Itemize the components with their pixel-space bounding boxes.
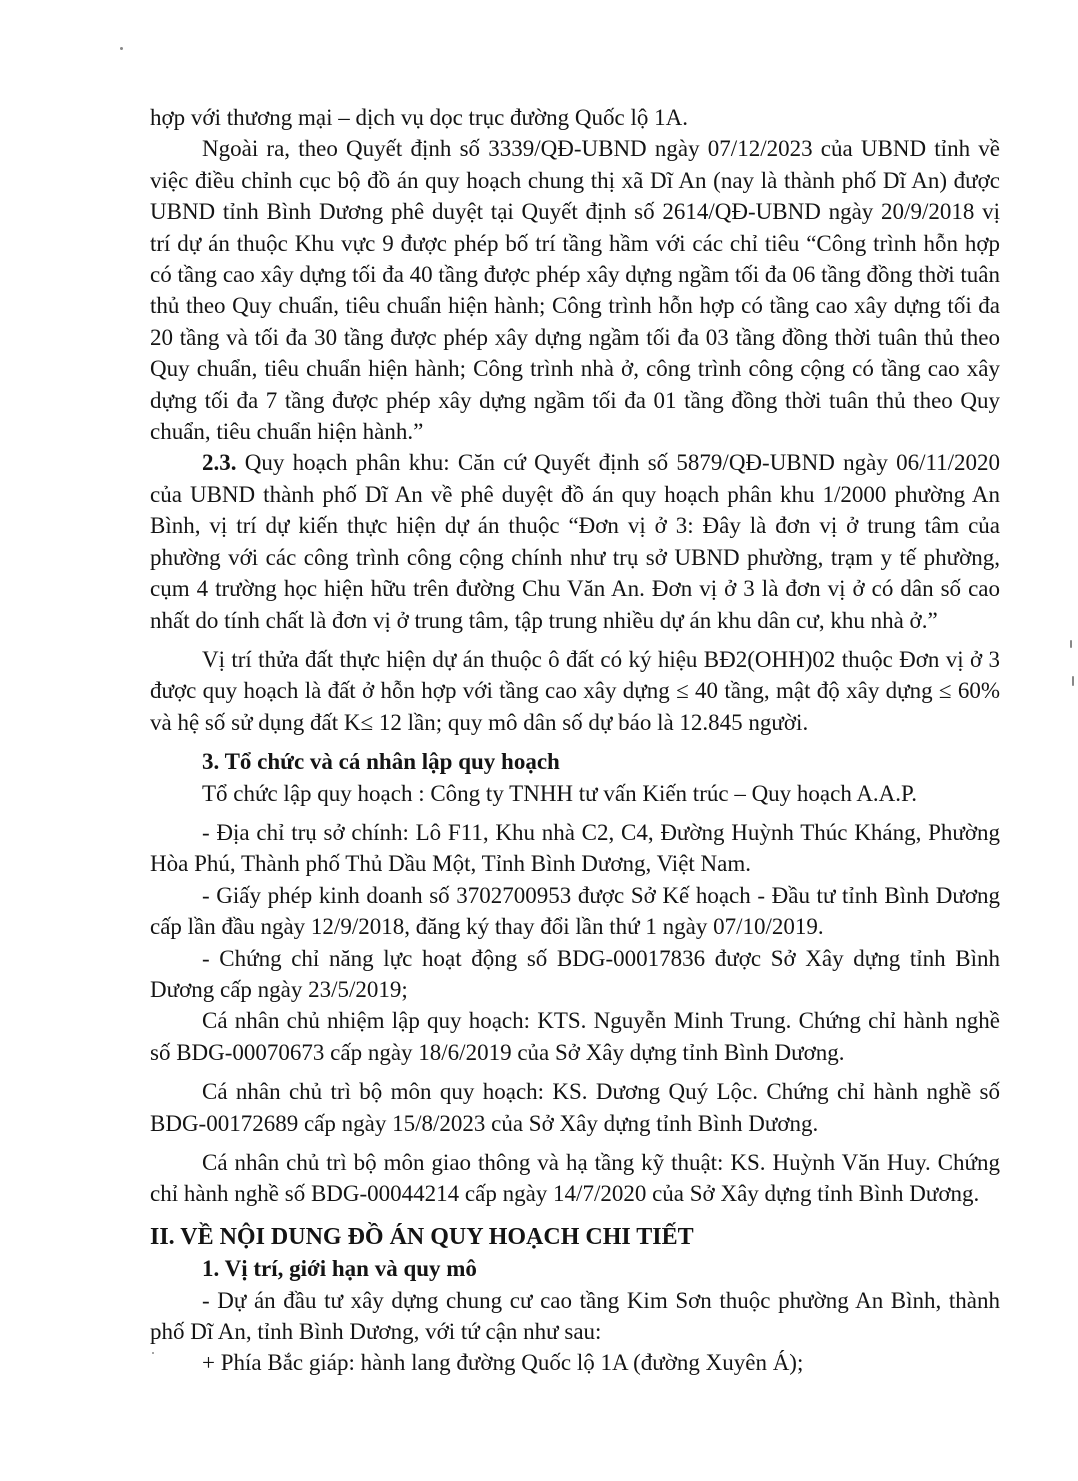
paragraph-planning-lead: Cá nhân chủ trì bộ môn quy hoạch: KS. Dương Quý Lộc. Chứng chỉ hành nghề số BDG-00172689 cấp ngày 15/8/2023 của Sở Xây dựng tỉnh Bình Dương. xyxy=(150,1079,1000,1136)
section-2-3-number: 2.3. xyxy=(202,450,237,476)
heading-section-3: 3. Tổ chức và cá nhân lập quy hoạch xyxy=(202,749,560,775)
paragraph-infrastructure-lead: Cá nhân chủ trì bộ môn giao thông và hạ tầng kỹ thuật: KS. Huỳnh Văn Huy. Chứng chỉ hành nghề số BDG-00044214 cấp ngày 14/7/2020 của Sở Xây dựng tỉnh Bình Dương. xyxy=(150,1150,1000,1207)
section-2-3-text: Quy hoạch phân khu: Căn cứ Quyết định số 5879/QĐ-UBND ngày 06/11/2020 của UBND thành phố Dĩ An về phê duyệt đồ án quy hoạch phân khu 1/2000 phường An Bình, vị trí dự kiến thực hiện dự án thuộc “Đơn vị ở 3: Đây là đơn vị ở trung tâm của phường với các công trình công cộng chính như trụ sở UBND phường, trạm y tế phường, cụm 4 trường học hiện hữu trên đường Chu Văn An. Đơn vị ở 3 là đơn vị ở có dân số cao nhất do tính chất là đơn vị ở trung tâm, tập trung nhiều dự án khu dân cư, khu nhà ở.” xyxy=(150,450,1001,633)
paragraph-decision-3339: Ngoài ra, theo Quyết định số 3339/QĐ-UBND ngày 07/12/2023 của UBND tỉnh về việc điều chỉnh cục bộ đồ án quy hoạch chung thị xã Dĩ An (nay là thành phố Dĩ An) được UBND tỉnh Bình Dương phê duyệt tại Quyết định số 2614/QĐ-UBND ngày 20/9/2018 vị trí dự án thuộc Khu vực 9 được phép bố trí tầng hầm với các chỉ tiêu “Công trình hỗn hợp có tầng cao xây dựng tối đa 40 tầng được phép xây dựng ngầm tối đa 06 tầng đồng thời tuân thủ theo Quy chuẩn, tiêu chuẩn hiện hành; Công trình hỗn hợp có tầng cao xây dựng tối đa 20 tầng và tối đa 30 tầng được phép xây dựng ngầm tối đa 03 tầng đồng thời tuân thủ theo Quy chuẩn, tiêu chuẩn hiện hành; Công trình nhà ở, công trình công cộng có tầng cao xây dựng tối đa 7 tầng được phép xây dựng ngầm tối đa 01 tầng đồng thời tuân thủ theo Quy chuẩn, tiêu chuẩn hiện hành.” xyxy=(150,136,1000,445)
paragraph-business-license: - Giấy phép kinh doanh số 3702700953 được Sở Kế hoạch - Đầu tư tỉnh Bình Dương cấp lần đầu ngày 12/9/2018, đăng ký thay đổi lần thứ 1 ngày 07/10/2019. xyxy=(150,882,1000,940)
heading-part-2: II. VỀ NỘI DUNG ĐỒ ÁN QUY HOẠCH CHI TIẾT xyxy=(150,1223,694,1250)
paragraph-continuation: hợp với thương mại – dịch vụ dọc trục đường Quốc lộ 1A. xyxy=(150,105,688,130)
document-page xyxy=(150,102,1000,1379)
scan-speck xyxy=(1070,640,1072,648)
paragraph-section-2-3 xyxy=(150,447,1000,635)
paragraph-address: - Địa chỉ trụ sở chính: Lô F11, Khu nhà C2, C4, Đường Huỳnh Thúc Kháng, Phường Hòa Phú, Thành phố Thủ Dầu Một, Tỉnh Bình Dương, Việt Nam. xyxy=(150,819,1000,877)
paragraph-chief-planner: Cá nhân chủ nhiệm lập quy hoạch: KTS. Nguyễn Minh Trung. Chứng chỉ hành nghề số BDG-00070673 cấp ngày 18/6/2019 của Sở Xây dựng tỉnh Bình Dương. xyxy=(150,1008,1000,1065)
paragraph-project-location: - Dự án đầu tư xây dựng chung cư cao tầng Kim Sơn thuộc phường An Bình, thành phố Dĩ An, tỉnh Bình Dương, với tứ cận như sau: xyxy=(150,1287,1000,1345)
paragraph-capability-cert: - Chứng chỉ năng lực hoạt động số BDG-00017836 được Sở Xây dựng tỉnh Bình Dương cấp ngày 23/5/2019; xyxy=(150,945,1000,1002)
paragraph-organization: Tổ chức lập quy hoạch : Công ty TNHH tư vấn Kiến trúc – Quy hoạch A.A.P. xyxy=(202,780,918,806)
scan-speck xyxy=(1072,676,1074,686)
heading-location: 1. Vị trí, giới hạn và quy mô xyxy=(202,1256,477,1282)
scan-speck xyxy=(120,47,123,50)
paragraph-north-boundary: + Phía Bắc giáp: hành lang đường Quốc lộ 1A (đường Xuyên Á); xyxy=(202,1350,804,1376)
paragraph-land-plot: Vị trí thửa đất thực hiện dự án thuộc ô đất có ký hiệu BĐ2(OHH)02 thuộc Đơn vị ở 3 được quy hoạch là đất ở hỗn hợp với tầng cao xây dựng ≤ 40 tầng, mật độ xây dựng ≤ 60% và hệ số sử dụng đất K≤ 12 lần; quy mô dân số dự báo là 12.845 người. xyxy=(150,646,1000,735)
